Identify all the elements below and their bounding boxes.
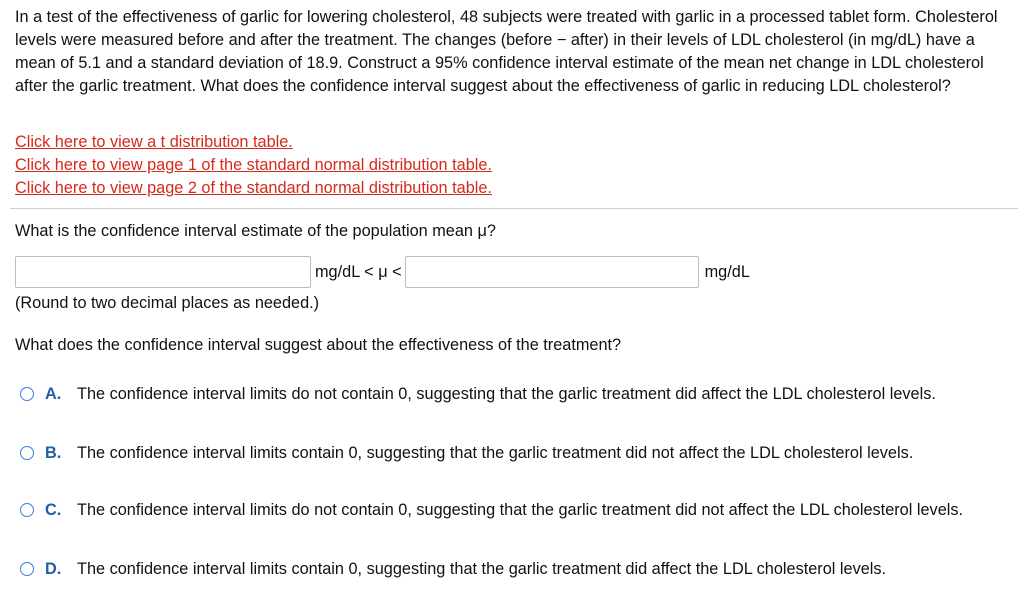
option-letter: B. [45, 444, 62, 462]
ci-lower-bound-input[interactable] [15, 256, 311, 288]
reference-links [15, 131, 492, 200]
option-text: The confidence interval limits do not contain 0, suggesting that the garlic treatment did not affect the LDL cholesterol levels. [77, 501, 964, 519]
ci-question-prompt: What is the confidence interval estimate of the population mean μ? [15, 222, 496, 240]
option-c[interactable] [20, 499, 1007, 521]
option-b[interactable] [20, 442, 1007, 464]
problem-statement: In a test of the effectiveness of garlic for lowering cholesterol, 48 subjects were treated with garlic in a processed tablet form. Cholesterol levels were measured before and after the treatment. The changes (before − after) in their levels of LDL cholesterol (in mg/dL) have a mean of 5.1 and a standard deviation of 18.9. Construct a 95% confidence interval estimate of the mean net change in LDL cholesterol after the garlic treatment. What does the confidence interval suggest about the effectiveness of garlic in reducing LDL cholesterol? [15, 8, 998, 95]
option-text: The confidence interval limits contain 0, suggesting that the garlic treatment did affect the LDL cholesterol levels. [77, 560, 887, 578]
t-distribution-table-link[interactable]: Click here to view a t distribution table. [15, 133, 293, 151]
normal-table-page2-link[interactable]: Click here to view page 2 of the standard normal distribution table. [15, 179, 492, 197]
normal-table-page1-link[interactable]: Click here to view page 1 of the standard normal distribution table. [15, 156, 492, 174]
ci-answer-row [15, 255, 750, 289]
option-letter: D. [45, 560, 62, 578]
radio-button-icon[interactable] [20, 503, 34, 517]
section-divider [10, 208, 1018, 209]
rounding-instruction: (Round to two decimal places as needed.) [15, 294, 320, 312]
ci-middle-label: mg/dL < μ < [315, 262, 402, 281]
radio-button-icon[interactable] [20, 562, 34, 576]
option-text: The confidence interval limits do not contain 0, suggesting that the garlic treatment did affect the LDL cholesterol levels. [77, 385, 936, 403]
radio-button-icon[interactable] [20, 446, 34, 460]
effectiveness-question-prompt: What does the confidence interval suggest about the effectiveness of the treatment? [15, 336, 622, 354]
ci-upper-bound-input[interactable] [405, 256, 699, 288]
option-d[interactable] [20, 558, 1007, 580]
option-a[interactable] [20, 383, 1007, 405]
option-letter: A. [45, 385, 62, 403]
ci-unit-label: mg/dL [704, 262, 750, 281]
radio-button-icon[interactable] [20, 387, 34, 401]
option-letter: C. [45, 501, 62, 519]
option-text: The confidence interval limits contain 0, suggesting that the garlic treatment did not affect the LDL cholesterol levels. [77, 444, 914, 462]
